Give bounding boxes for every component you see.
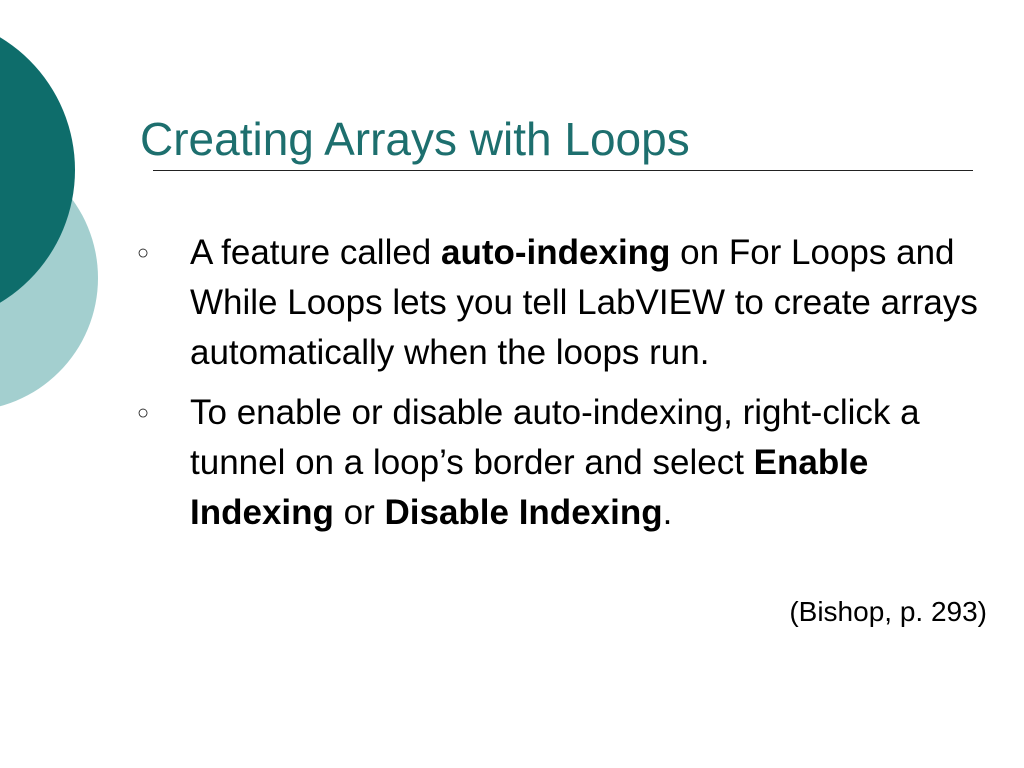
bullet-text: on For Loops and While Loops lets you tell LabVIEW to create arrays automatically when the loops run. [190,233,978,372]
bold-term-auto-indexing: auto-indexing [441,233,671,272]
bold-term-disable-indexing: Disable Indexing [384,493,663,532]
bullet-text: A feature called [190,233,441,272]
citation: (Bishop, p. 293) [789,596,987,627]
slide-title: Creating Arrays with Loops [140,113,690,165]
bold-term-enable-indexing: Enable Indexing [190,443,869,532]
bullet-item [130,228,990,378]
bullet-text: To enable or disable auto-indexing, right-click a tunnel on a loop’s border and select [190,393,920,482]
bullet-text: . [662,493,673,532]
bullet-item [130,388,990,538]
decorative-circles [0,0,110,420]
title-underline [153,170,973,171]
bullet-list [130,228,990,548]
hollow-circle-bullet-icon: ○ [137,242,150,264]
bullet-text: or [333,493,385,532]
hollow-circle-bullet-icon: ○ [137,402,150,424]
